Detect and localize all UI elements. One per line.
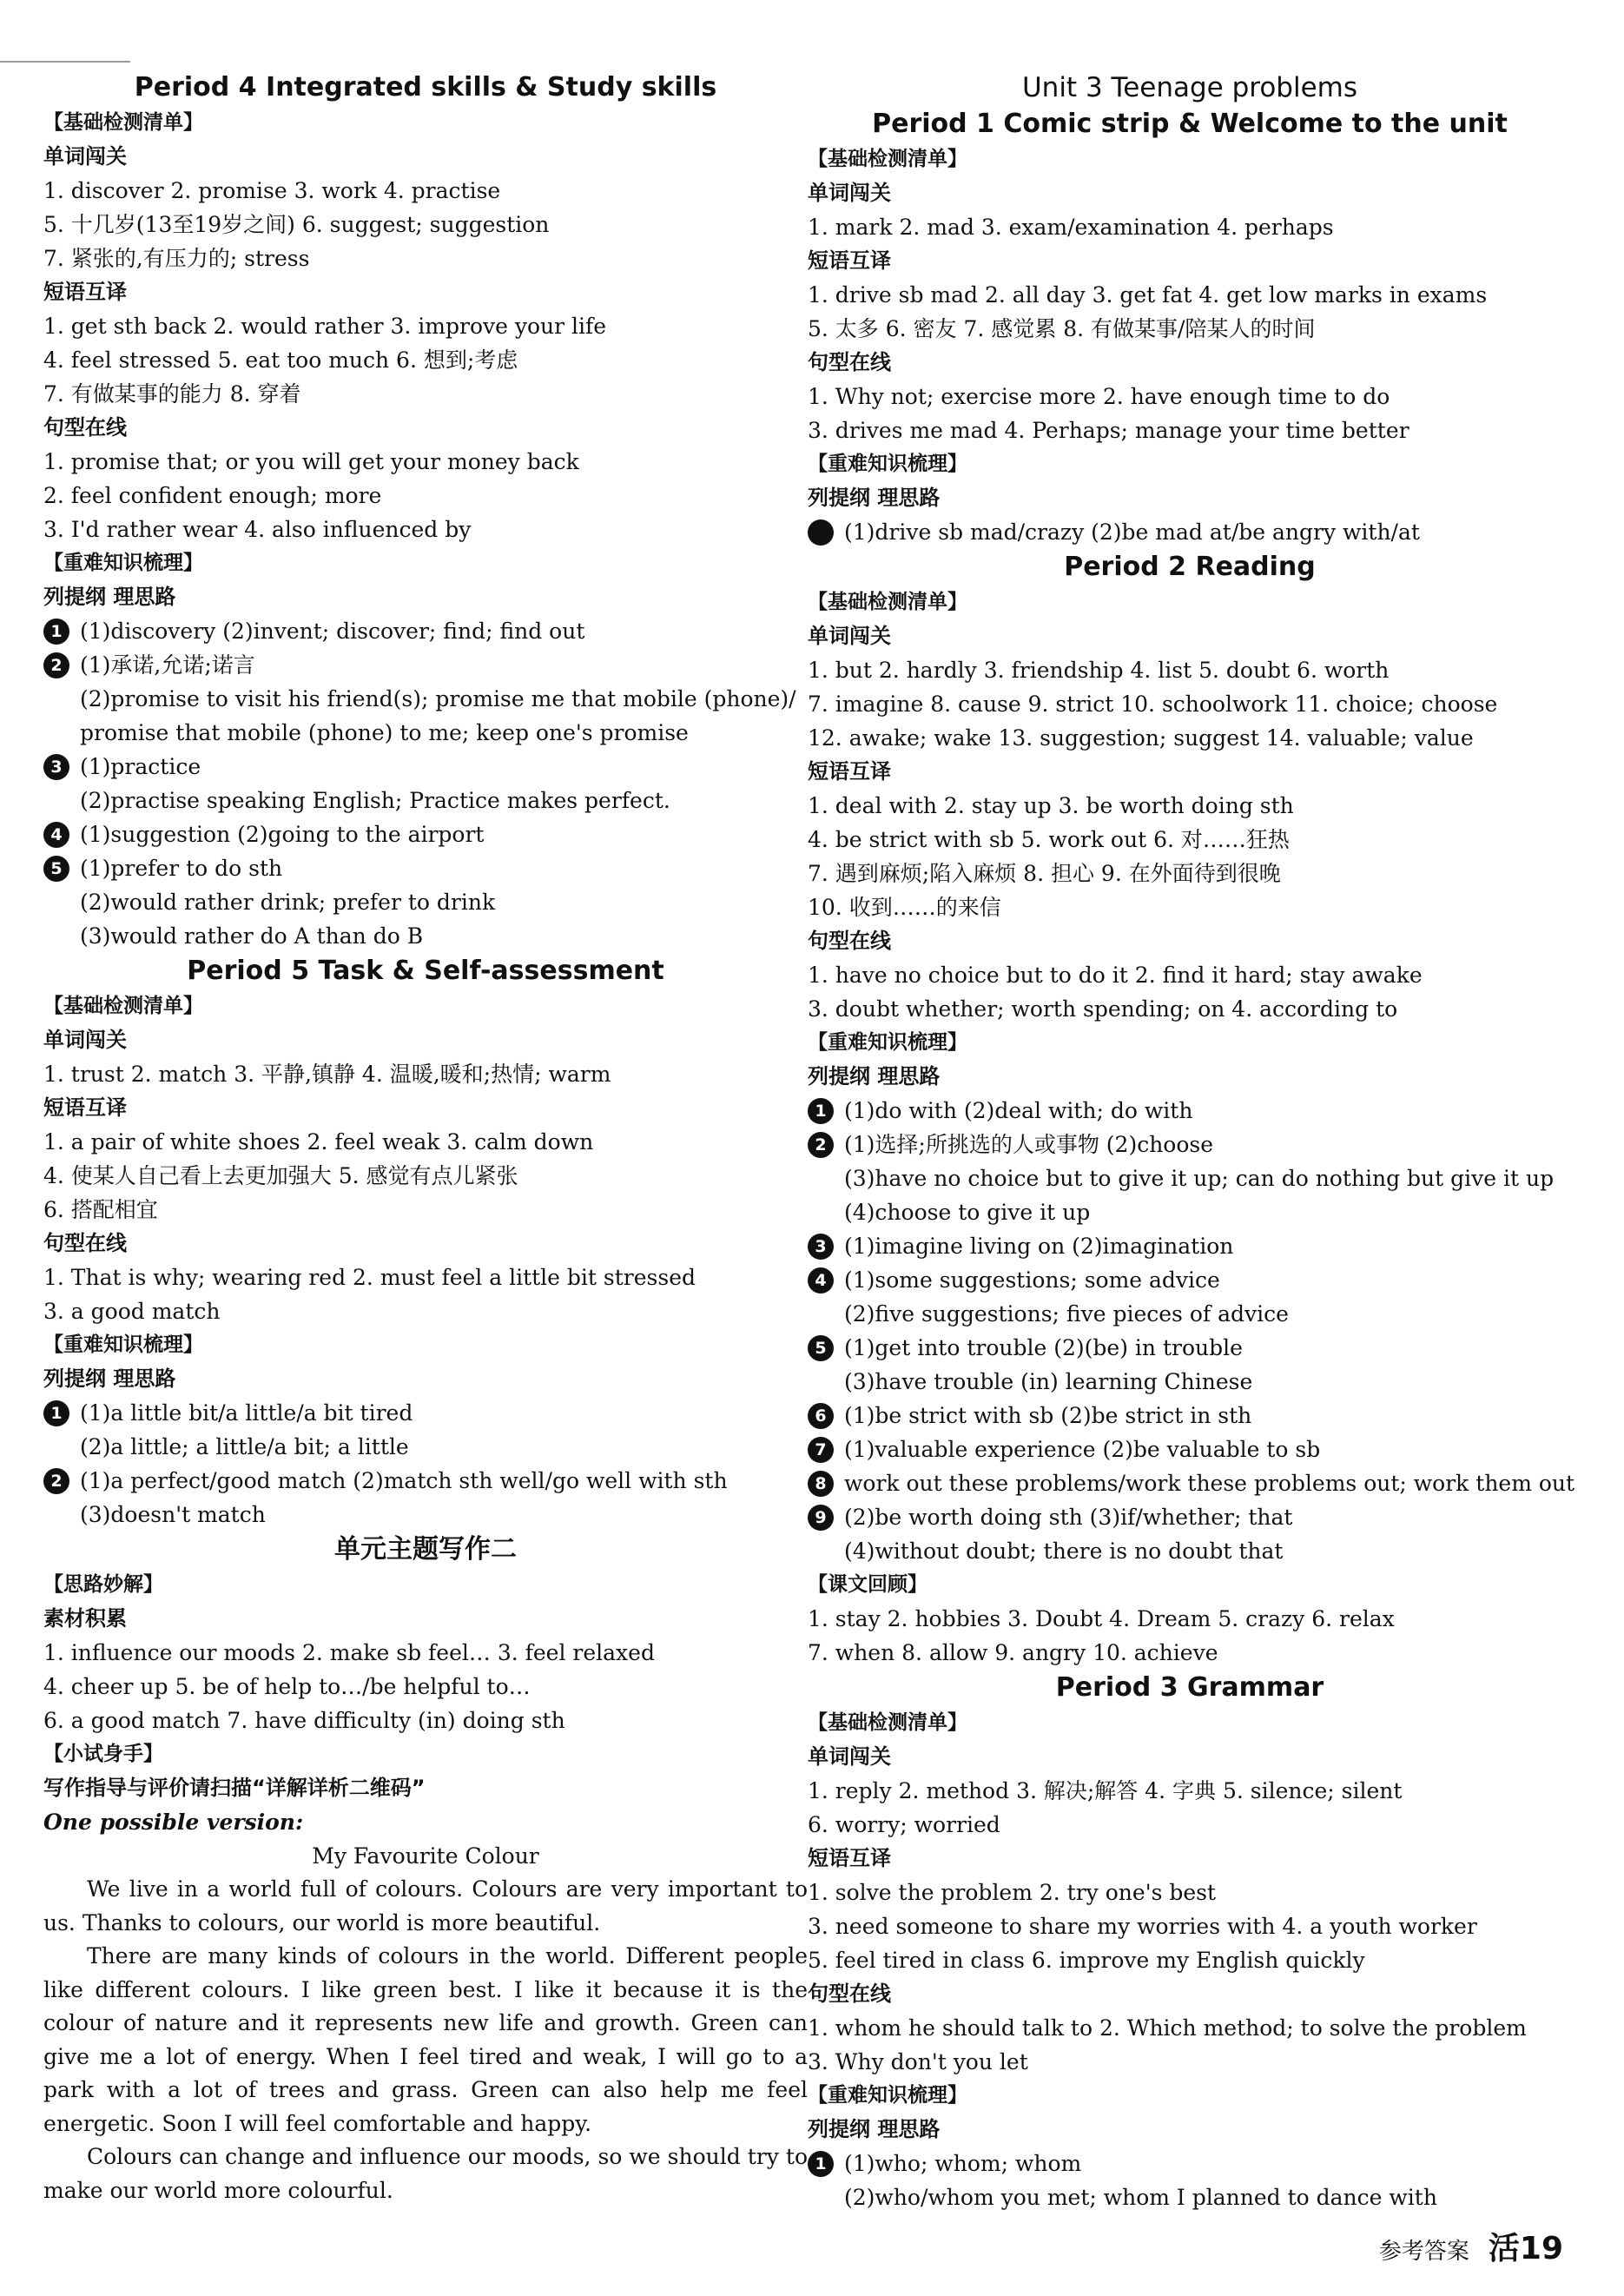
- p2-key-item: [808, 1094, 1572, 1128]
- essay-paragraph: We live in a world full of colours. Colours are very important to us. Thanks to colours, our world is more beautiful.: [43, 1876, 808, 1935]
- essay-paragraph: Colours can change and influence our moods, so we should try to make our world more colourful.: [43, 2144, 808, 2203]
- left-column: [43, 69, 808, 2207]
- p4-key-text: (1)承诺,允诺;诺言: [80, 652, 255, 678]
- p2-key-text: (1)do with (2)deal with; do with: [844, 1098, 1193, 1123]
- number-circle-icon: 2: [43, 652, 69, 678]
- period2-title: Period 2 Reading: [1064, 552, 1316, 582]
- number-circle-icon: 8: [808, 1471, 834, 1497]
- p2-phrase-line: 10. 收到……的来信: [808, 895, 1001, 920]
- number-circle-icon: 4: [43, 822, 69, 848]
- number-circle-icon: 2: [808, 1132, 834, 1158]
- p1-sentence-line: 1. Why not; exercise more 2. have enough time to do: [808, 384, 1390, 409]
- p4-phrase-heading: 短语互译: [43, 280, 127, 304]
- number-circle-icon: 7: [808, 1437, 834, 1463]
- p4-sentence-heading: 句型在线: [43, 415, 127, 440]
- p2-key-item: [808, 1500, 1572, 1534]
- p1-vocab-heading: 单词闯关: [808, 181, 891, 205]
- p2-phrase-heading: 短语互译: [808, 759, 891, 784]
- p4-key-text: (1)discovery (2)invent; discover; find; find out: [80, 619, 585, 644]
- p2-key-text: (4)without doubt; there is no doubt that: [844, 1538, 1284, 1564]
- page-footer: [1379, 2224, 1563, 2268]
- writing-material-heading: 素材积累: [43, 1606, 127, 1631]
- p2-key-text: (1)some suggestions; some advice: [844, 1267, 1220, 1293]
- p4-key-text: promise that mobile (phone) to me; keep one's promise: [80, 720, 689, 745]
- p2-vocab-heading: 单词闯关: [808, 624, 891, 648]
- top-rule-divider: [0, 61, 130, 63]
- p4-key-text: (2)would rather drink; prefer to drink: [80, 890, 496, 915]
- p5-key-text: (3)doesn't match: [80, 1502, 266, 1527]
- p2-key-item: [808, 1433, 1572, 1466]
- p4-outline-heading: 列提纲 理思路: [43, 585, 176, 609]
- number-circle-icon: 1: [43, 619, 69, 645]
- p5-key-text: (2)a little; a little/a bit; a little: [80, 1434, 409, 1459]
- page-number: 活19: [1488, 2231, 1563, 2266]
- p2-review-line: 1. stay 2. hobbies 3. Doubt 4. Dream 5. crazy 6. relax: [808, 1606, 1395, 1631]
- bullet-circle-icon: [808, 519, 834, 546]
- essay-title: My Favourite Colour: [312, 1843, 539, 1869]
- p3-sentence-line: 3. Why don't you let: [808, 2049, 1028, 2074]
- p4-vocab-heading: 单词闯关: [43, 144, 127, 169]
- p4-sentence-line: 2. feel confident enough; more: [43, 483, 382, 508]
- p4-key-heading: 【重难知识梳理】: [43, 552, 203, 574]
- p4-vocab-line: 7. 紧张的,有压力的; stress: [43, 246, 310, 271]
- possible-version-label: One possible version:: [43, 1810, 304, 1835]
- p4-sentence-line: 1. promise that; or you will get your money back: [43, 449, 579, 474]
- p2-basic-heading: 【基础检测清单】: [808, 591, 967, 613]
- essay-paragraph: There are many kinds of colours in the world. Different people like different colours. I like green best. I like it because it is the colour of nature and it represents new life and growth. Green can give me a lot of energy. When I feel tired and weak, I will go to a park with a lot of trees and grass. Green can also help me feel energetic. Soon I will feel comfortable and happy.: [43, 1943, 808, 2136]
- number-circle-icon: 1: [808, 2151, 834, 2177]
- number-circle-icon: 5: [43, 856, 69, 882]
- p2-phrase-line: 1. deal with 2. stay up 3. be worth doing sth: [808, 793, 1294, 818]
- p4-key-text: (3)would rather do A than do B: [80, 923, 424, 949]
- p5-vocab-heading: 单词闯关: [43, 1028, 127, 1052]
- p1-key-text: (1)drive sb mad/crazy (2)be mad at/be angry with/at: [844, 519, 1420, 545]
- p4-key-text: (1)suggestion (2)going to the airport: [80, 822, 485, 847]
- footer-label: 参考答案: [1378, 2239, 1469, 2265]
- p3-key-text: (2)who/whom you met; whom I planned to dance with: [844, 2185, 1437, 2210]
- p2-key-text: (1)imagine living on (2)imagination: [844, 1234, 1234, 1259]
- period5-title: Period 5 Task & Self-assessment: [187, 956, 664, 986]
- p2-sentence-heading: 句型在线: [808, 929, 891, 953]
- p1-phrase-heading: 短语互译: [808, 248, 891, 273]
- p2-key-text: (2)be worth doing sth (3)if/whether; that: [844, 1505, 1293, 1530]
- p3-sentence-line: 1. whom he should talk to 2. Which method; to solve the problem: [808, 2015, 1527, 2041]
- number-circle-icon: 4: [808, 1267, 834, 1294]
- p3-phrase-line: 5. feel tired in class 6. improve my English quickly: [808, 1948, 1365, 1973]
- p2-key-text: (1)be strict with sb (2)be strict in sth: [844, 1403, 1252, 1428]
- p2-key-heading: 【重难知识梳理】: [808, 1031, 967, 1054]
- p2-key-text: work out these problems/work these problems out; work them out: [844, 1471, 1575, 1496]
- p5-basic-heading: 【基础检测清单】: [43, 995, 203, 1017]
- p2-key-item: [808, 1466, 1575, 1500]
- writing-material-line: 6. a good match 7. have difficulty (in) doing sth: [43, 1708, 565, 1733]
- p3-vocab-heading: 单词闯关: [808, 1744, 891, 1769]
- p4-phrase-line: 1. get sth back 2. would rather 3. improve your life: [43, 314, 607, 339]
- p5-sentence-line: 3. a good match: [43, 1299, 221, 1324]
- period4-title: Period 4 Integrated skills & Study skills: [134, 72, 717, 103]
- p1-phrase-line: 5. 太多 6. 密友 7. 感觉累 8. 有做某事/陪某人的时间: [808, 316, 1316, 341]
- p1-key-heading: 【重难知识梳理】: [808, 453, 967, 475]
- p2-key-item: [808, 1229, 1572, 1263]
- p4-key-item: [43, 750, 808, 784]
- p3-vocab-line: 1. reply 2. method 3. 解决;解答 4. 字典 5. silence; silent: [808, 1778, 1403, 1803]
- unit-title: Unit 3 Teenage problems: [1021, 72, 1358, 103]
- p1-sentence-heading: 句型在线: [808, 350, 891, 374]
- number-circle-icon: 1: [808, 1098, 834, 1124]
- p2-key-item: [808, 1263, 1572, 1297]
- number-circle-icon: 6: [808, 1403, 834, 1429]
- number-circle-icon: 5: [808, 1335, 834, 1361]
- writing-try-heading: 【小试身手】: [43, 1743, 163, 1765]
- p1-phrase-line: 1. drive sb mad 2. all day 3. get fat 4. get low marks in exams: [808, 282, 1488, 308]
- p2-key-item: [808, 1399, 1572, 1433]
- p5-key-text: (1)a little bit/a little/a bit tired: [80, 1400, 413, 1426]
- number-circle-icon: 3: [808, 1234, 834, 1260]
- p5-sentence-heading: 句型在线: [43, 1231, 127, 1255]
- p2-key-text: (3)have no choice but to give it up; can do nothing but give it up: [844, 1166, 1555, 1191]
- p3-key-heading: 【重难知识梳理】: [808, 2084, 967, 2107]
- p2-key-text: (3)have trouble (in) learning Chinese: [844, 1369, 1253, 1394]
- writing-material-line: 4. cheer up 5. be of help to…/be helpful to…: [43, 1674, 531, 1699]
- p4-phrase-line: 7. 有做某事的能力 8. 穿着: [43, 381, 301, 407]
- p4-key-text: (1)prefer to do sth: [80, 856, 283, 881]
- writing-idea-heading: 【思路妙解】: [43, 1573, 163, 1596]
- p2-key-item: [808, 1331, 1572, 1365]
- p4-key-text: (1)practice: [80, 754, 201, 779]
- p3-phrase-line: 3. need someone to share my worries with 4. a youth worker: [808, 1914, 1477, 1939]
- p2-review-line: 7. when 8. allow 9. angry 10. achieve: [808, 1640, 1218, 1665]
- p4-sentence-line: 3. I'd rather wear 4. also influenced by: [43, 517, 472, 542]
- right-column: [808, 69, 1575, 2214]
- p1-basic-heading: 【基础检测清单】: [808, 148, 967, 170]
- p3-phrase-heading: 短语互译: [808, 1846, 891, 1870]
- p5-phrase-line: 6. 搭配相宜: [43, 1197, 158, 1222]
- p4-key-item: [43, 648, 808, 682]
- p5-key-heading: 【重难知识梳理】: [43, 1333, 203, 1356]
- p2-outline-heading: 列提纲 理思路: [808, 1064, 941, 1088]
- p2-vocab-line: 7. imagine 8. cause 9. strict 10. schoolwork 11. choice; choose: [808, 691, 1498, 717]
- p2-key-item: [808, 1128, 1572, 1161]
- p3-key-item: [808, 2147, 1572, 2180]
- p1-outline-heading: 列提纲 理思路: [808, 486, 941, 510]
- p4-key-item: [43, 614, 808, 648]
- number-circle-icon: 2: [43, 1468, 69, 1494]
- p2-vocab-line: 1. but 2. hardly 3. friendship 4. list 5. doubt 6. worth: [808, 658, 1390, 683]
- p5-phrase-line: 4. 使某人自己看上去更加强大 5. 感觉有点儿紧张: [43, 1163, 518, 1188]
- p5-key-text: (1)a perfect/good match (2)match sth well/go well with sth: [80, 1468, 728, 1493]
- p4-phrase-line: 4. feel stressed 5. eat too much 6. 想到;考虑: [43, 347, 518, 373]
- p4-key-text: (2)promise to visit his friend(s); promise me that mobile (phone)/: [80, 686, 796, 711]
- p2-key-text: (4)choose to give it up: [844, 1200, 1091, 1225]
- p2-key-text: (1)选择;所挑选的人或事物 (2)choose: [844, 1132, 1214, 1157]
- p2-key-text: (1)get into trouble (2)(be) in trouble: [844, 1335, 1243, 1360]
- p3-basic-heading: 【基础检测清单】: [808, 1711, 967, 1734]
- p5-key-item: [43, 1396, 808, 1430]
- p1-vocab-line: 1. mark 2. mad 3. exam/examination 4. perhaps: [808, 215, 1334, 240]
- writing-guide-note: 写作指导与评价请扫描“详解详析二维码”: [43, 1776, 426, 1800]
- p5-phrase-heading: 短语互译: [43, 1095, 127, 1120]
- p3-key-text: (1)who; whom; whom: [844, 2151, 1082, 2176]
- p3-phrase-line: 1. solve the problem 2. try one's best: [808, 1880, 1217, 1905]
- p5-key-item: [43, 1464, 808, 1498]
- p4-basic-heading: 【基础检测清单】: [43, 111, 203, 134]
- p2-sentence-line: 1. have no choice but to do it 2. find it hard; stay awake: [808, 963, 1423, 988]
- p5-sentence-line: 1. That is why; wearing red 2. must feel a little bit stressed: [43, 1265, 696, 1290]
- p3-vocab-line: 6. worry; worried: [808, 1812, 1000, 1837]
- p5-vocab-line: 1. trust 2. match 3. 平静,镇静 4. 温暖,暖和;热情; warm: [43, 1062, 611, 1087]
- p4-key-text: (2)practise speaking English; Practice makes perfect.: [80, 788, 670, 813]
- p4-key-item: [43, 851, 808, 885]
- p2-sentence-line: 3. doubt whether; worth spending; on 4. according to: [808, 996, 1398, 1022]
- p1-key-item: [808, 515, 1572, 549]
- p1-sentence-line: 3. drives me mad 4. Perhaps; manage your time better: [808, 418, 1409, 443]
- number-circle-icon: 3: [43, 754, 69, 780]
- number-circle-icon: 9: [808, 1505, 834, 1531]
- p4-key-item: [43, 817, 808, 851]
- p4-vocab-line: 5. 十几岁(13至19岁之间) 6. suggest; suggestion: [43, 212, 550, 237]
- p3-sentence-heading: 句型在线: [808, 1982, 891, 2006]
- p2-vocab-line: 12. awake; wake 13. suggestion; suggest 14. valuable; value: [808, 725, 1474, 751]
- p5-phrase-line: 1. a pair of white shoes 2. feel weak 3. calm down: [43, 1129, 594, 1155]
- p2-key-text: (2)five suggestions; five pieces of advice: [844, 1301, 1289, 1327]
- period1-title: Period 1 Comic strip & Welcome to the unit: [872, 109, 1508, 139]
- p2-review-heading: 【课文回顾】: [808, 1573, 928, 1596]
- number-circle-icon: 1: [43, 1400, 69, 1426]
- p2-phrase-line: 4. be strict with sb 5. work out 6. 对……狂热: [808, 827, 1290, 852]
- period3-title: Period 3 Grammar: [1055, 1672, 1324, 1703]
- writing-material-line: 1. influence our moods 2. make sb feel… 3. feel relaxed: [43, 1640, 655, 1665]
- p2-key-text: (1)valuable experience (2)be valuable to sb: [844, 1437, 1321, 1462]
- p5-outline-heading: 列提纲 理思路: [43, 1366, 176, 1391]
- p3-outline-heading: 列提纲 理思路: [808, 2117, 941, 2141]
- p2-phrase-line: 7. 遇到麻烦;陷入麻烦 8. 担心 9. 在外面待到很晚: [808, 861, 1281, 886]
- writing-title: 单元主题写作二: [334, 1534, 517, 1565]
- p4-vocab-line: 1. discover 2. promise 3. work 4. practise: [43, 178, 501, 203]
